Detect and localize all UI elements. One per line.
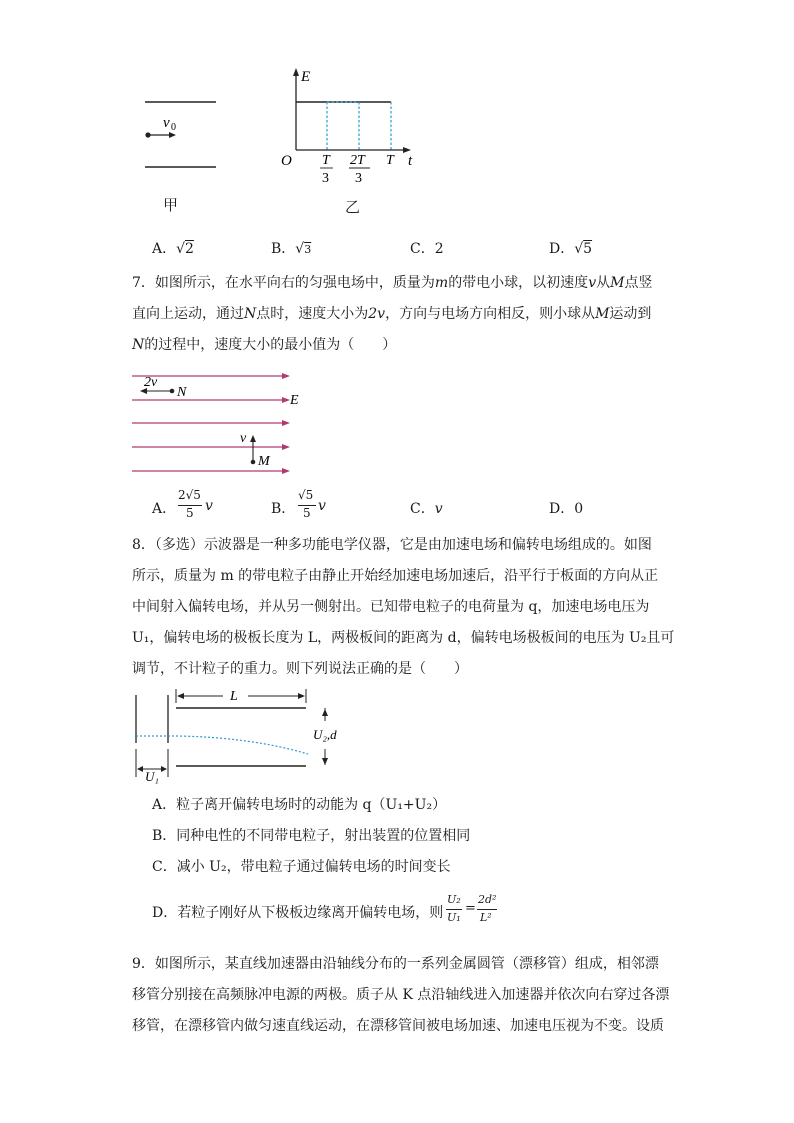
sqrt-symbol-icon: √ bbox=[574, 241, 584, 257]
q7-line-3: N的过程中，速度大小的最小值为（ ） bbox=[132, 337, 397, 353]
q8-option-d-formula: U₂ U₁ = 2d² L² bbox=[447, 893, 497, 924]
q8-line-1: 8．（多选）示波器是一种多功能电学仪器，它是由加速电场和偏转电场组成的。如图 bbox=[132, 537, 652, 553]
particle-trajectory bbox=[136, 736, 308, 754]
fig-u1-label: U₁ bbox=[145, 769, 159, 784]
tick-2t3-num: 2T bbox=[350, 153, 365, 168]
sqrt-symbol-icon: √ bbox=[295, 241, 305, 257]
q8-line-4: U₁，偏转电场的极板长度为 L，两极板间的距离为 d，偏转电场极板间的电压为 U₂且可 bbox=[132, 630, 675, 646]
fig-e-label: E bbox=[290, 393, 299, 408]
q7-option-c: C．v bbox=[410, 501, 443, 517]
dim-arrow-right-icon bbox=[298, 693, 305, 699]
figure-yi bbox=[275, 62, 435, 187]
origin-label: O bbox=[281, 153, 292, 169]
t-axis-label: t bbox=[408, 153, 413, 169]
q8-line-5: 调节，不计粒子的重力。则下列说法正确的是（ ） bbox=[132, 661, 468, 677]
fig-n-label: N bbox=[177, 385, 187, 400]
q6-option-c: C．2 bbox=[410, 241, 444, 257]
tick-2t3-den: 3 bbox=[355, 171, 362, 186]
e-axis-arrow-icon bbox=[293, 68, 299, 76]
q8-line-3: 中间射入偏转电场，并从另一侧射出。已知带电粒子的电荷量为 q，加速电场电压为 bbox=[132, 599, 650, 615]
fig-m-label: M bbox=[258, 454, 270, 469]
q8-option-d: D．若粒子刚好从下极板边缘离开偏转电场，则 bbox=[152, 905, 444, 921]
dim-arrow-down-icon bbox=[322, 758, 328, 765]
q7-line-2: 直向上运动，通过N点时，速度大小为2v，方向与电场方向相反，则小球从M运动到 bbox=[132, 306, 652, 322]
fig-u2d-label: U₂,d bbox=[313, 727, 337, 742]
fig-2v-label: 2v bbox=[144, 375, 158, 390]
q6-option-b: B．√3 bbox=[271, 241, 312, 257]
q6-option-a: A．√2 bbox=[152, 241, 194, 257]
e-axis-label: E bbox=[301, 69, 311, 85]
figure-jia bbox=[130, 85, 230, 185]
dim-arrow-up-icon bbox=[322, 709, 328, 716]
v0-label: v bbox=[163, 115, 170, 131]
q8-line-2: 所示，质量为 m 的带电粒子由静止开始经加速电场加速后，沿平行于板面的方向从正 bbox=[132, 568, 659, 584]
q7-line-1: 7．如图所示，在水平向右的匀强电场中，质量为m的带电小球，以初速度v从M点竖 bbox=[132, 275, 653, 291]
q6-option-d: D．√5 bbox=[549, 241, 593, 257]
q8-option-c: C．减小 U₂，带电粒子通过偏转电场的时间变长 bbox=[152, 859, 451, 875]
q7-figure bbox=[130, 365, 320, 480]
tick-t: T bbox=[386, 153, 394, 168]
fig-v-label: v bbox=[240, 431, 247, 446]
caption-jia: 甲 bbox=[163, 196, 179, 214]
q8-figure bbox=[130, 685, 355, 785]
tick-t3-den: 3 bbox=[322, 171, 329, 186]
fig-l-label: L bbox=[230, 689, 238, 704]
q9-line-1: 9．如图所示，某直线加速器由沿轴线分布的一系列金属圆管（漂移管）组成，相邻漂 bbox=[132, 956, 659, 972]
v0-subscript: 0 bbox=[171, 122, 176, 133]
dim-arrow-left-icon bbox=[177, 693, 184, 699]
up-arrow-icon bbox=[250, 435, 256, 442]
sqrt-symbol-icon: √ bbox=[176, 241, 186, 257]
q8-option-a: A．粒子离开偏转电场时的动能为 q（U₁+U₂） bbox=[152, 797, 447, 813]
tick-t3-num: T bbox=[322, 153, 330, 168]
caption-yi: 乙 bbox=[345, 198, 361, 216]
q7-option-d: D．0 bbox=[549, 501, 584, 517]
q9-line-3: 移管，在漂移管内做匀速直线运动，在漂移管间被电场加速、加速电压视为不变。设质 bbox=[132, 1018, 664, 1034]
q9-line-2: 移管分别接在高频脉冲电源的两极。质子从 K 点沿轴线进入加速器并依次向右穿过各漂 bbox=[132, 987, 670, 1003]
q8-option-b: B．同种电性的不同带电粒子，射出装置的位置相同 bbox=[152, 828, 471, 844]
